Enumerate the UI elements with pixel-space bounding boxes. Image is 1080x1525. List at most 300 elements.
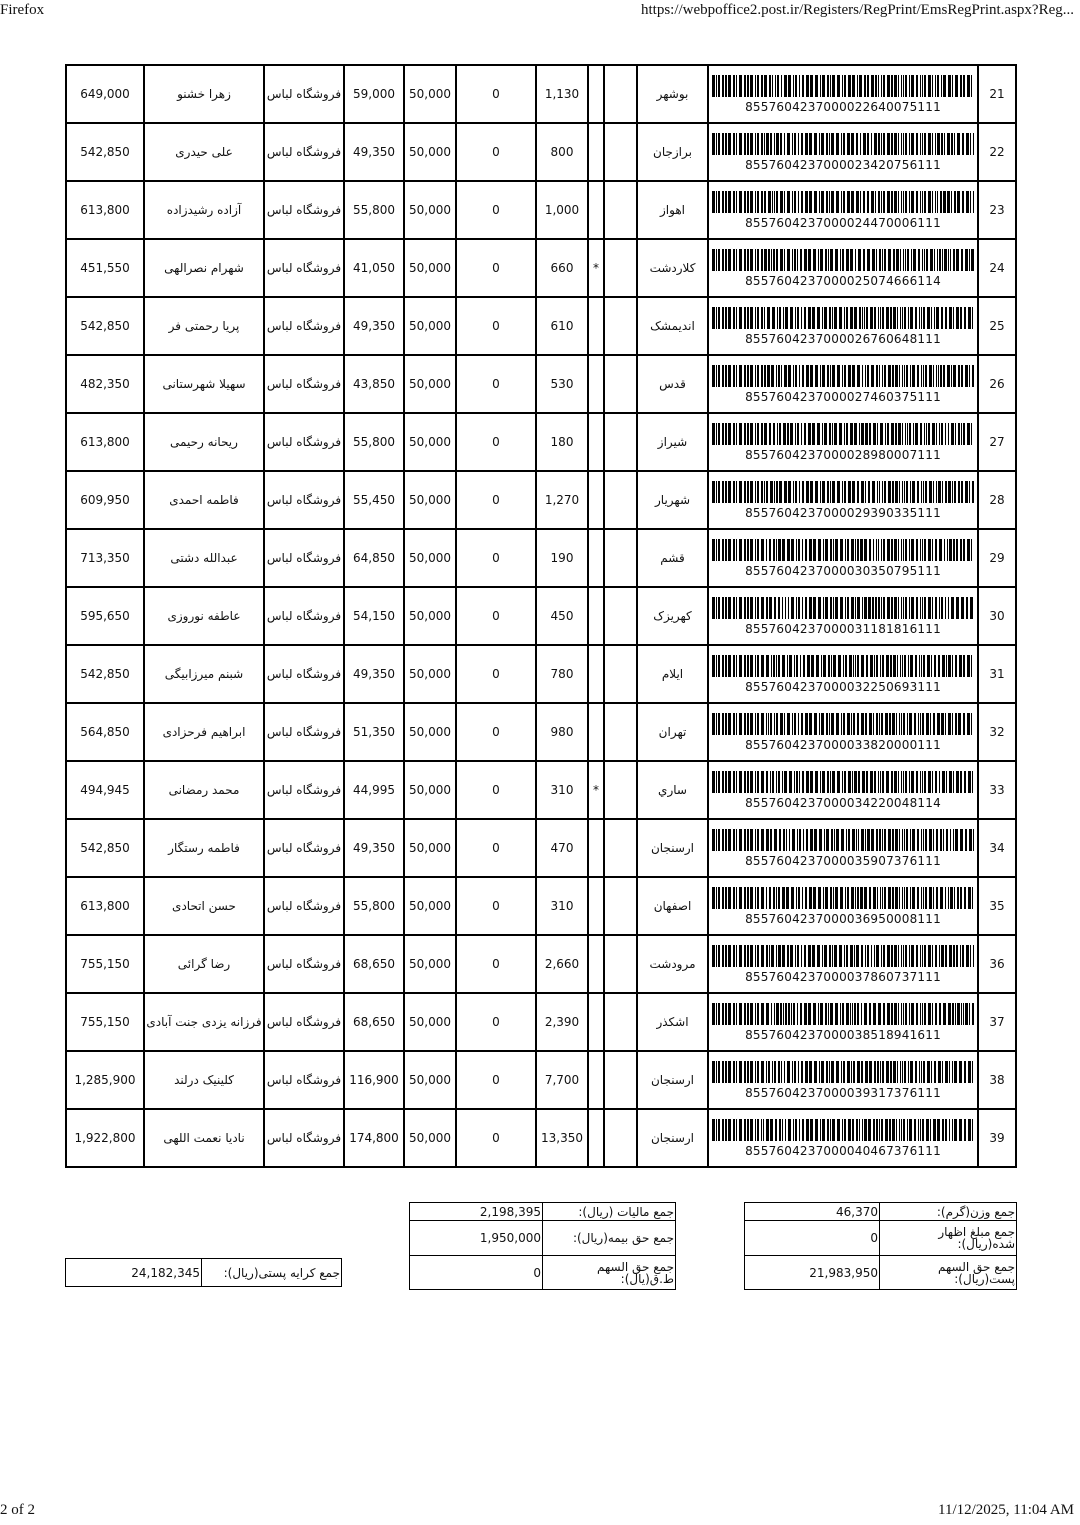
barcode-bar [799,75,800,97]
barcode-bar [782,1119,783,1141]
barcode-bar [827,365,829,387]
barcode-bar [957,191,960,213]
barcode-bar [970,133,971,155]
barcode-bar [832,481,835,503]
barcode-bar [952,75,953,97]
barcode-bar [942,481,943,503]
sender-name: فروشگاه لباس [264,529,344,587]
barcode-bar [966,133,969,155]
barcode-bar [809,133,812,155]
barcode-bar [835,887,838,909]
barcode-bar [718,655,720,677]
barcode-bar [828,1003,829,1025]
barcode-bar [936,307,939,329]
barcode-bar [744,133,746,155]
barcode-bar [744,945,746,967]
barcode-bar [851,597,854,619]
barcode-bar [766,1003,769,1025]
barcode-bar [798,191,799,213]
barcode-bar [857,539,859,561]
barcode-bar [909,1003,910,1025]
barcode-bar [924,597,926,619]
barcode-bar [903,713,905,735]
barcode-bar [821,1061,824,1083]
barcode-bar [856,133,858,155]
postage-total-value: 24,182,345 [66,1259,202,1287]
barcode-bar [853,655,854,677]
barcode-bar [783,423,786,445]
barcode-bar [945,481,947,503]
barcode-bar [945,887,946,909]
barcode-bar [835,597,838,619]
barcode-bar [894,133,897,155]
barcode-bar [961,481,963,503]
barcode-bar [888,829,891,851]
barcode-bar [781,75,782,97]
barcode-bar [925,481,927,503]
barcode-bar [805,887,807,909]
barcode-bar [901,1003,902,1025]
barcode-bar [969,1003,970,1025]
barcode-bar [886,771,889,793]
barcode-cell [708,1051,978,1109]
empty-cell [604,935,637,993]
barcode-bar [804,307,806,329]
barcode-bar [924,249,925,271]
barcode-bar [936,423,937,445]
recipient-name: محمد رمضانی [144,761,264,819]
barcode-bar [785,1003,787,1025]
barcode-bar [913,249,916,271]
table-row [66,587,1016,645]
barcode-bar [884,829,886,851]
barcode-bar [943,191,946,213]
barcode-bar [771,655,772,677]
barcode-bar [904,655,906,677]
barcode-bar [776,191,778,213]
table-row [66,181,1016,239]
barcode-bar [778,365,780,387]
barcode-bar [795,945,796,967]
barcode-bar [898,945,899,967]
barcode-bar [909,945,910,967]
barcode-bar [973,945,974,967]
barcode-bar [904,365,905,387]
barcode-bar [718,1061,720,1083]
insurance-fee: 50,000 [404,123,456,181]
barcode-bar [736,539,737,561]
barcode-bar [718,365,720,387]
declared-value: 0 [456,703,536,761]
barcode-bar [718,191,720,213]
barcode-bar [716,307,717,329]
barcode-bar [716,539,717,561]
barcode-bar [937,133,940,155]
barcode-bar [857,597,860,619]
barcode-bar [712,713,715,735]
barcode-bar [881,597,882,619]
barcode-bar [961,365,963,387]
barcode-bar [767,307,770,329]
barcode-bar [847,713,850,735]
postage-fee: 54,150 [344,587,404,645]
barcode-bar [811,655,814,677]
barcode-bar [861,945,863,967]
barcode-bar [736,945,737,967]
barcode-cell [708,413,978,471]
barcode-bar [806,829,808,851]
page-indicator: 2 of 2 [0,1502,35,1518]
empty-cell [604,529,637,587]
recipient-name: آزاده رشیدزاده [144,181,264,239]
barcode-bar [852,365,855,387]
barcode-bar [787,945,789,967]
barcode-bar [953,539,955,561]
insurance-fee: 50,000 [404,355,456,413]
barcode-bar [833,539,834,561]
barcode-bar [882,771,884,793]
barcode-bar [815,1119,818,1141]
barcode-bar [856,191,859,213]
barcode-bar [959,1061,962,1083]
barcode-bar [766,481,768,503]
barcode-bar [957,133,960,155]
destination-city: برازجان [637,123,708,181]
barcode-bar [761,771,764,793]
barcode-bar [871,365,874,387]
barcode-bar [850,307,853,329]
barcode-bar [959,655,962,677]
barcode-bar [779,829,781,851]
barcode-bar [891,1003,893,1025]
barcode-bar [739,829,742,851]
barcode-bar [904,481,905,503]
barcode-bar [959,1119,962,1141]
barcode-bar [776,365,777,387]
barcode-bar [722,1003,724,1025]
sender-name: فروشگاه لباس [264,993,344,1051]
declared-value: 0 [456,65,536,123]
barcode-bar [757,1061,759,1083]
postage-fee: 55,800 [344,181,404,239]
barcode-bar [712,191,715,213]
barcode-bar [910,655,913,677]
barcode-bar [728,829,731,851]
barcode-bar [865,1061,868,1083]
barcode-bar [932,945,933,967]
barcode-bar [773,539,775,561]
barcode-bar [779,481,782,503]
barcode-bar [960,539,962,561]
barcode-bar [786,829,787,851]
barcode-bar [883,539,885,561]
barcode-bar [922,191,923,213]
barcode-bar [951,133,953,155]
barcode-bar [899,1119,900,1141]
barcode-bar [736,1061,737,1083]
barcode-bar [909,423,911,445]
barcode-bar [876,713,878,735]
barcode-bar [952,655,953,677]
barcode-bar [946,771,947,793]
barcode-bar [878,307,879,329]
barcode-bar [716,249,717,271]
insurance-fee: 50,000 [404,239,456,297]
barcode-bar [736,1119,737,1141]
barcode-bar [884,249,886,271]
barcode-bar [761,481,763,503]
recipient-name: فاطمه رستگار [144,819,264,877]
barcode-bar [884,365,886,387]
barcode-bar [928,771,931,793]
barcode-bar [829,133,830,155]
destination-city: ارسنجان [637,819,708,877]
barcode-bar [970,597,973,619]
barcode-bar [792,249,793,271]
weight: 310 [536,877,588,935]
barcode-bar [822,75,825,97]
barcode-bar [888,481,891,503]
barcode-bar [893,655,896,677]
barcode-bar [967,713,970,735]
barcode-bar [867,249,870,271]
postage-fee: 55,800 [344,413,404,471]
share-tq-label: جمع حق السهم ط.ق(یال): [543,1256,676,1290]
barcode-bar [771,249,772,271]
barcode-bar [728,655,731,677]
barcode-bar [965,829,967,851]
barcode-bar [834,423,837,445]
barcode-bar [877,481,878,503]
barcode-bar [712,365,715,387]
barcode-bar [791,597,794,619]
barcode-bar [936,481,937,503]
barcode-bar [924,75,926,97]
barcode-bar [879,1119,880,1141]
barcode-cell [708,993,978,1051]
barcode-bar [747,539,749,561]
barcode-bar [763,1119,764,1141]
barcode-bar [853,1061,855,1083]
barcode-bar [725,423,727,445]
row-total: 564,850 [66,703,144,761]
barcode-bar [909,597,910,619]
barcode-bar [801,1061,803,1083]
barcode-bar [792,1061,793,1083]
declared-value: 0 [456,413,536,471]
insurance-fee: 50,000 [404,413,456,471]
barcode-bar [956,771,959,793]
barcode-bar [930,713,931,735]
barcode-bar [948,481,951,503]
barcode-bar [923,655,925,677]
barcode-bar [847,1061,850,1083]
barcode-bar [865,481,866,503]
barcode-bar [897,1061,898,1083]
flag-star [588,645,604,703]
barcode-bar [846,249,849,271]
barcode-bar [912,829,915,851]
barcode-image [712,423,974,445]
destination-city: اصفهان [637,877,708,935]
barcode-bar [895,365,898,387]
barcode-bar [747,945,749,967]
barcode-bar [953,945,955,967]
barcode-bar [773,249,775,271]
barcode-bar [722,133,724,155]
barcode-bar [878,191,880,213]
barcode-bar [775,75,776,97]
barcode-bar [796,887,797,909]
barcode-bar [800,1003,802,1025]
barcode-bar [965,249,968,271]
barcode-bar [799,365,800,387]
barcode-bar [883,945,885,967]
barcode-bar [766,597,768,619]
registry-table [65,64,1017,1168]
barcode-bar [900,655,901,677]
barcode-bar [924,133,926,155]
barcode-bar [784,133,785,155]
barcode-bar [843,133,845,155]
barcode-bar [960,75,962,97]
postage-fee: 68,650 [344,993,404,1051]
barcode-image [712,191,974,213]
barcode-bar [824,945,827,967]
barcode-bar [829,945,831,967]
barcode-number: 8557604237000038518941611 [745,1027,941,1042]
barcode-bar [906,829,908,851]
barcode-bar [722,655,724,677]
barcode-bar [891,133,893,155]
barcode-bar [728,249,731,271]
declared-value: 0 [456,587,536,645]
barcode-bar [787,655,788,677]
barcode-bar [712,655,715,677]
barcode-bar [744,829,746,851]
barcode-bar [967,75,970,97]
share-tq-value: 0 [410,1256,543,1290]
barcode-bar [906,887,908,909]
barcode-bar [929,481,932,503]
barcode-bar [755,539,756,561]
barcode-bar [750,365,753,387]
empty-cell [604,413,637,471]
barcode-bar [716,1003,717,1025]
barcode-bar [722,945,724,967]
barcode-bar [778,945,781,967]
barcode-bar [728,887,731,909]
insurance-fee: 50,000 [404,181,456,239]
barcode-bar [750,307,753,329]
table-row [66,877,1016,935]
barcode-bar [887,75,890,97]
barcode-bar [802,75,804,97]
barcode-bar [728,75,731,97]
barcode-bar [956,539,958,561]
barcode-bar [900,1061,901,1083]
barcode-bar [903,133,904,155]
barcode-bar [909,1119,912,1141]
barcode-bar [814,191,817,213]
barcode-bar [865,945,866,967]
barcode-bar [932,423,935,445]
barcode-bar [904,307,906,329]
barcode-bar [932,191,933,213]
barcode-bar [847,133,850,155]
barcode-bar [851,133,854,155]
barcode-bar [776,481,778,503]
barcode-bar [942,655,945,677]
barcode-bar [771,945,774,967]
barcode-bar [905,249,906,271]
barcode-image [712,655,974,677]
barcode-bar [960,771,962,793]
barcode-bar [957,1003,960,1025]
barcode-bar [725,597,727,619]
barcode-bar [829,1061,830,1083]
recipient-name: ریحانه رحیمی [144,413,264,471]
barcode-number: 8557604237000035907376111 [745,853,941,868]
barcode-bar [789,655,792,677]
barcode-bar [875,597,877,619]
insurance-fee: 50,000 [404,471,456,529]
weight: 190 [536,529,588,587]
barcode-bar [834,829,835,851]
barcode-bar [879,713,880,735]
barcode-bar [916,133,918,155]
row-index: 28 [978,471,1016,529]
barcode-bar [898,771,899,793]
barcode-bar [797,829,798,851]
barcode-bar [782,539,785,561]
barcode-bar [964,1061,966,1083]
barcode-bar [864,75,866,97]
barcode-bar [787,423,789,445]
barcode-bar [755,713,756,735]
barcode-bar [874,133,877,155]
barcode-bar [787,713,790,735]
barcode-bar [967,423,970,445]
sender-name: فروشگاه لباس [264,471,344,529]
barcode-bar [943,829,944,851]
barcode-bar [942,249,943,271]
weight: 1,000 [536,181,588,239]
barcode-bar [877,1061,879,1083]
barcode-bar [862,307,863,329]
barcode-bar [945,945,947,967]
barcode-bar [902,481,903,503]
barcode-bar [805,1061,808,1083]
barcode-bar [933,1119,936,1141]
barcode-bar [851,713,852,735]
barcode-bar [855,249,856,271]
postage-fee: 43,850 [344,355,404,413]
barcode-bar [961,597,964,619]
barcode-bar [784,1061,785,1083]
row-index: 21 [978,65,1016,123]
barcode-bar [855,887,856,909]
table-row [66,935,1016,993]
barcode-bar [796,597,797,619]
barcode-bar [788,1003,790,1025]
barcode-bar [881,539,882,561]
barcode-bar [903,771,904,793]
barcode-bar [893,307,896,329]
barcode-bar [802,887,803,909]
barcode-bar [812,423,815,445]
barcode-bar [728,365,731,387]
